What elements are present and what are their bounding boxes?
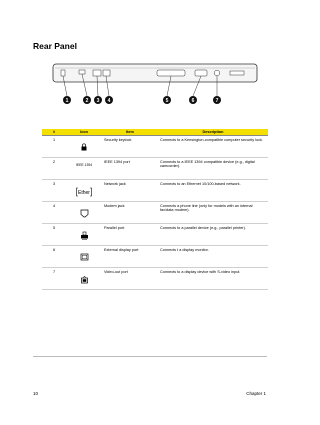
ethernet-icon [75,187,93,197]
callout-markers [63,96,221,104]
footer-divider [33,356,267,357]
row-icon-cell [66,224,102,246]
row-item: Modem jack [102,202,158,224]
row-description: Connects to a Kensington-compatible computer security lock. [158,136,268,158]
header-description: Description [158,129,268,136]
row-description: Connects to a display device with S-video input. [158,268,268,290]
table-row [42,268,268,290]
table-row [42,202,268,224]
callout-5: 5 [165,97,169,104]
row-item: Security keylock [102,136,158,158]
row-description: Connects t a display monitor. [158,246,268,268]
page-title: Rear Panel [33,41,77,51]
rear-panel-table [42,129,268,290]
row-icon-cell [66,136,102,158]
ethernet-label: Ether [78,189,90,196]
row-icon-cell [66,180,102,202]
laptop-rear-illustration [53,64,257,82]
row-description: Connects to a parallel device (e.g., parallel printer). [158,224,268,246]
row-icon-cell [66,158,102,180]
header-num: # [42,129,66,136]
lock-icon [80,143,88,151]
row-num: 6 [42,246,66,268]
row-num: 3 [42,180,66,202]
row-num: 1 [42,136,66,158]
callout-7: 7 [215,97,219,104]
callout-4: 4 [107,97,111,104]
row-item: Network jack [102,180,158,202]
table-row [42,136,268,158]
parallel-printer-icon [80,231,89,240]
header-item: Item [102,129,158,136]
table-row [42,158,268,180]
table-row [42,246,268,268]
row-icon-cell [66,246,102,268]
row-icon-cell [66,268,102,290]
ieee1394-icon: IEEE 1394 [75,162,93,167]
modem-icon [80,209,89,218]
video-out-icon [80,275,89,284]
row-item: IEEE 1394 port [102,158,158,180]
row-num: 2 [42,158,66,180]
row-num: 4 [42,202,66,224]
display-monitor-icon [80,253,89,261]
row-item: Video-out port [102,268,158,290]
rear-panel-diagram [45,60,265,110]
page-number: 10 [33,391,39,396]
row-description: Connects a phone line (only for models with an internal fax/data modem). [158,202,268,224]
table-row [42,180,268,202]
row-item: Parallel port [102,224,158,246]
row-description: Connects to a IEEE 1394 compatible device (e.g., digital camcorder). [158,158,268,180]
callout-6: 6 [191,97,195,104]
row-description: Connects to an Ethernet 10/100-based network. [158,180,268,202]
row-item: External display port [102,246,158,268]
row-icon-cell [66,202,102,224]
callout-1: 1 [65,97,69,104]
header-icon: Icon [66,129,102,136]
callout-2: 2 [85,97,89,104]
callout-3: 3 [96,97,100,104]
chapter-label: Chapter 1 [246,391,266,396]
row-num: 5 [42,224,66,246]
row-num: 7 [42,268,66,290]
table-row [42,224,268,246]
